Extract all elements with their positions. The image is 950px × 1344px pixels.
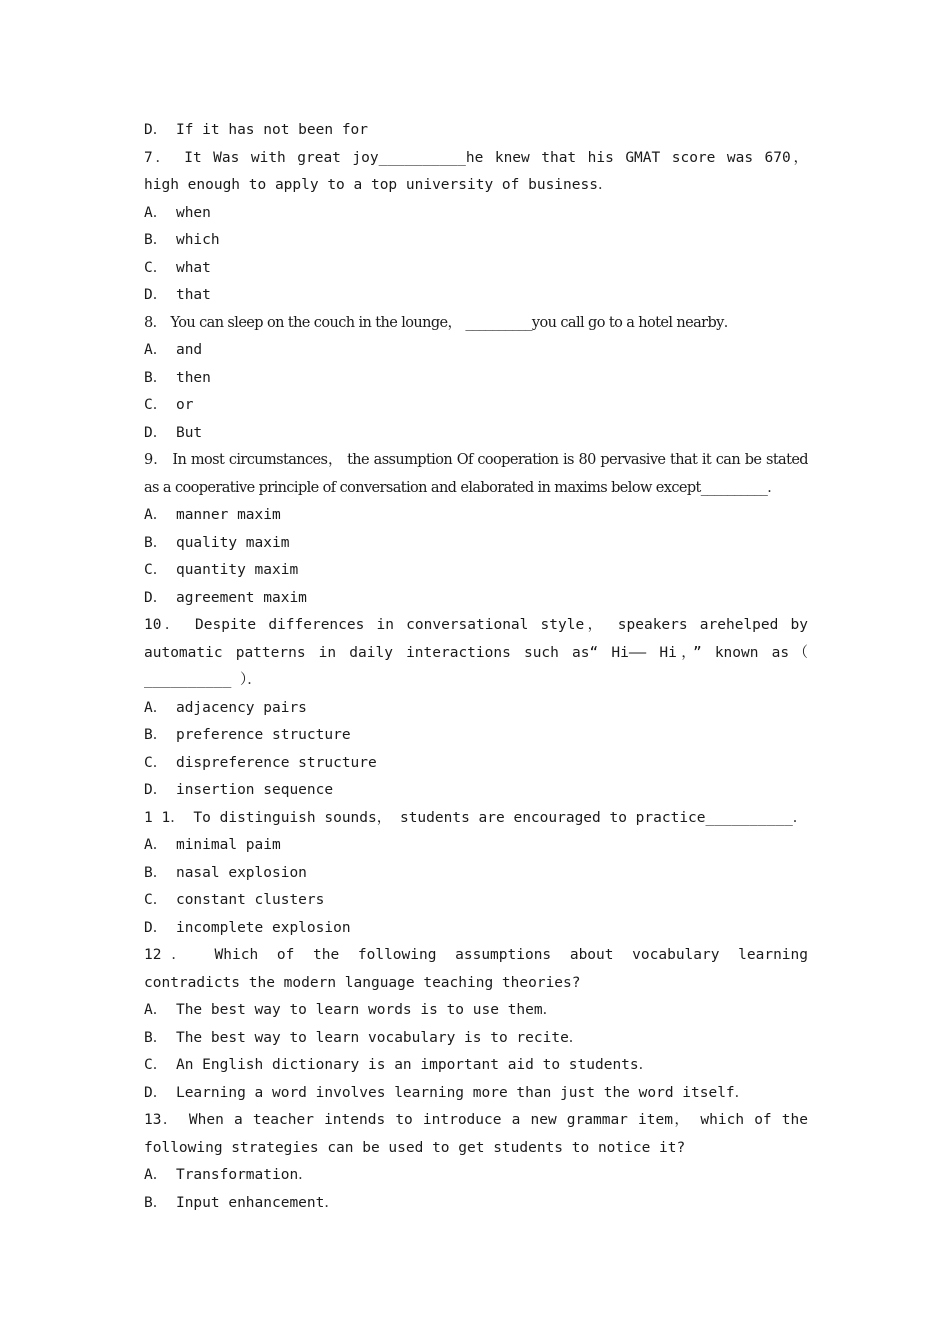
option-d-q9: D． agreement maxim	[144, 589, 307, 606]
option-c-q9: C． quantity maxim	[144, 562, 299, 578]
option-d-q7: D． that	[144, 287, 211, 303]
option-a-q11: A． minimal paim	[144, 837, 281, 853]
question-8: 8． You can sleep on the couch in the lounge， __________you call go to a hotel nearby．	[144, 314, 738, 331]
question-9: 9． In most circumstances， the assumption Of cooperation is 80 pervasive that it can be stated as a cooperative principle of conversation and elaborated in maxims below except__________．	[144, 452, 808, 496]
question-13: 13． When a teacher intends to introduce a new grammar item， which of the following strategies can be used to get students to notice it?	[144, 1112, 808, 1156]
option-b-q10: B． preference structure	[144, 727, 351, 743]
option-d-q11: D． incomplete explosion	[144, 919, 351, 936]
option-b-q13: B． Input enhancement．	[144, 1194, 339, 1211]
option-b-q8: B． then	[144, 369, 211, 386]
option-b-q7: B． which	[144, 232, 220, 248]
option-d-q10: D． insertion sequence	[144, 782, 334, 798]
option-b-q12: B． The best way to learn vocabulary is to recite．	[144, 1029, 584, 1046]
question-7: 7． It Was with great joy__________he knew that his GMAT score was 670， high enough to apply to a top university of business．	[144, 149, 808, 193]
option-d-q6: D． If it has not been for	[144, 122, 369, 138]
option-c-q8: C． or	[144, 397, 194, 413]
option-c-q12: C． An English dictionary is an important aid to students．	[144, 1057, 654, 1073]
question-12: 12． Which of the following assumptions about vocabulary learning contradicts the modern language teaching theories?	[144, 947, 808, 991]
option-a-q7: A． when	[144, 204, 211, 221]
option-a-q10: A． adjacency pairs	[144, 699, 307, 716]
option-a-q8: A． and	[144, 342, 203, 358]
option-c-q7: C． what	[144, 259, 211, 276]
question-10: 10． Despite differences in conversational style， speakers arehelped by automatic patterns in daily interactions such as“ Hi—— Hi，” known as（ __________ ）．	[144, 617, 808, 688]
option-b-q9: B． quality maxim	[144, 534, 290, 551]
option-a-q12: A． The best way to learn words is to use them．	[144, 1002, 558, 1018]
option-b-q11: B． nasal explosion	[144, 864, 307, 881]
document-page	[144, 117, 808, 1217]
option-d-q12: D． Learning a word involves learning more than just the word itself．	[144, 1084, 750, 1101]
option-a-q13: A． Transformation．	[144, 1167, 313, 1183]
question-11: 1 1． To distinguish sounds， students are encouraged to practice__________．	[144, 809, 808, 826]
option-c-q10: C． dispreference structure	[144, 754, 377, 771]
option-c-q11: C． constant clusters	[144, 892, 325, 908]
option-a-q9: A． manner maxim	[144, 507, 281, 523]
option-d-q8: D． But	[144, 424, 203, 441]
